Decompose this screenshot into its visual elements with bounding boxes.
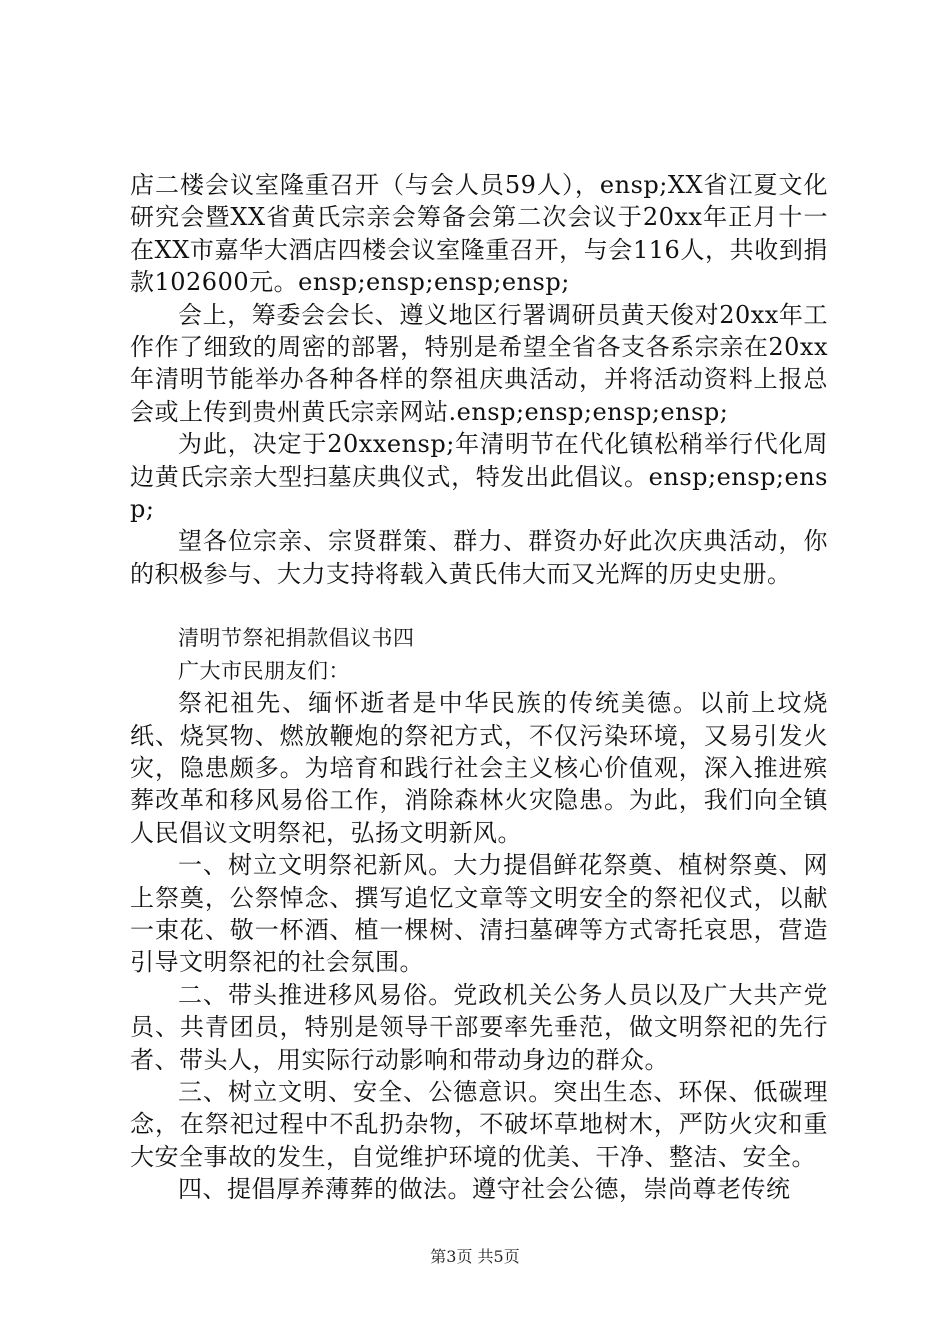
paragraph-point-two: 二、带头推进移风易俗。党政机关公务人员以及广大共产党员、共青团员，特别是领导干部要率先垂范，做文明祭祀的先行者、带头人，用实际行动影响和带动身边的群众。 [130,980,828,1074]
section-heading: 清明节祭祀捐款倡议书四 [178,626,415,651]
page-number-footer: 第3页 共5页 [430,1247,520,1266]
document-body [130,169,828,1206]
paragraph-point-one: 一、树立文明祭祀新风。大力提倡鲜花祭奠、植树祭奠、网上祭奠，公祭悼念、撰写追忆文章等文明安全的祭祀仪式，以献一束花、敬一杯酒、植一棵树、清扫墓碑等方式寄托哀思，营造引导文明祭祀的社会氛围。 [130,851,828,977]
salutation: 广大市民朋友们： [178,658,350,683]
paragraph-appeal: 望各位宗亲、宗贤群策、群力、群资办好此次庆典活动，你的积极参与、大力支持将载入黄氏伟大而又光辉的历史史册。 [130,527,828,588]
paragraph-decision: 为此，决定于20xxensp;年清明节在代化镇松稍举行代化周边黄氏宗亲大型扫墓庆典仪式，特发出此倡议。ensp;ensp;ensp; [130,430,828,524]
paragraph-continuation: 店二楼会议室隆重召开（与会人员59人），ensp;XX省江夏文化研究会暨XX省黄氏宗亲会筹备会第二次会议于20xx年正月十一在XX市嘉华大酒店四楼会议室隆重召开，与会116人，共收到捐款102600元。ensp;ensp;ensp;ensp; [130,171,828,297]
paragraph-intro: 祭祀祖先、缅怀逝者是中华民族的传统美德。以前上坟烧纸、烧冥物、燃放鞭炮的祭祀方式，不仅污染环境，又易引发火灾，隐患颇多。为培育和践行社会主义核心价值观，深入推进殡葬改革和移风易俗工作，消除森林火灾隐患。为此，我们向全镇人民倡议文明祭祀，弘扬文明新风。 [130,689,828,847]
paragraph-point-four: 四、提倡厚养薄葬的做法。遵守社会公德，崇尚尊老传统 [178,1175,791,1204]
paragraph-meeting-deployment: 会上，筹委会会长、遵义地区行署调研员黄天俊对20xx年工作作了细致的周密的部署，特别是希望全省各支各系宗亲在20xx年清明节能举办各种各样的祭祖庆典活动，并将活动资料上报总会或上传到贵州黄氏宗亲网站.ensp;ensp;ensp;ensp; [130,300,828,426]
paragraph-point-three: 三、树立文明、安全、公德意识。突出生态、环保、低碳理念，在祭祀过程中不乱扔杂物，不破坏草地树木，严防火灾和重大安全事故的发生，自觉维护环境的优美、干净、整洁、安全。 [130,1077,828,1171]
